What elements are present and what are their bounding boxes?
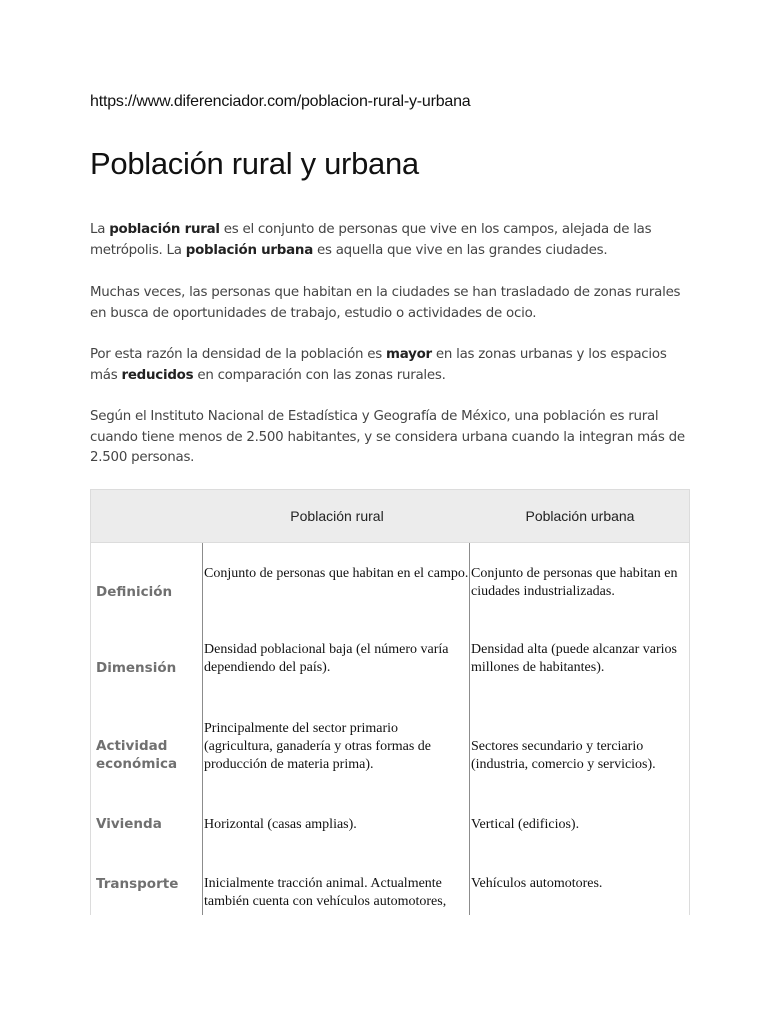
row-label-definicion: Definición (96, 584, 173, 600)
density-paragraph (90, 345, 690, 386)
intro-paragraph (90, 220, 690, 261)
row-label-dimension: Dimensión (96, 660, 177, 676)
table-header-row (91, 490, 689, 543)
bold-term: población rural (109, 222, 220, 237)
paragraph-text: es aquella que vive en las grandes ciudades. (312, 242, 608, 258)
paragraph-text: es el conjunto de personas que vive en los campos, alejada de las metrópolis. La (90, 222, 652, 258)
source-url[interactable]: https://www.diferenciador.com/poblacion-rural-y-urbana (90, 93, 471, 110)
header-poblacion-urbana: Población urbana (525, 508, 635, 524)
paragraph-text: en comparación con las zonas rurales. (193, 367, 446, 383)
bold-term: población urbana (185, 242, 313, 258)
row-label-vivienda: Vivienda (96, 816, 162, 832)
cell-vivienda-rural: Horizontal (casas amplias). (204, 817, 357, 832)
comparison-table (90, 489, 690, 915)
paragraph-text: Muchas veces, las personas que habitan en la ciudades se han trasladado de zonas rurales en busca de oportunidades de trabajo, estudio o actividades de ocio. (90, 285, 681, 321)
paragraph-text: La (90, 222, 110, 237)
paragraph-text: en las zonas urbanas y los espacios más (90, 347, 667, 383)
row-label-transporte: Transporte (96, 876, 179, 892)
bold-term: reducidos (121, 367, 194, 383)
cell-actividad-rural: Principalmente del sector primario (agricultura, ganadería y otras formas de producción de materia prima). (204, 721, 432, 772)
row-label-actividad-economica: Actividad económica (96, 738, 178, 772)
header-poblacion-rural: Población rural (290, 508, 384, 524)
column-divider (469, 543, 470, 915)
cell-transporte-rural: Inicialmente tracción animal. Actualmente también cuenta con vehículos automotores, (204, 876, 447, 909)
cell-dimension-urbana: Densidad alta (puede alcanzar varios millones de habitantes). (471, 642, 678, 675)
cell-transporte-urbana: Vehículos automotores. (471, 876, 603, 891)
cell-vivienda-urbana: Vertical (edificios). (471, 817, 580, 832)
page-title: Población rural y urbana (90, 146, 419, 181)
column-divider (202, 543, 203, 915)
cell-dimension-rural: Densidad poblacional baja (el número varía dependiendo del país). (204, 642, 449, 675)
paragraph-text: Por esta razón la densidad de la población es (90, 347, 387, 362)
cell-actividad-urbana: Sectores secundario y terciario (industria, comercio y servicios). (471, 739, 656, 772)
bold-term: mayor (386, 347, 432, 362)
migration-paragraph (90, 283, 690, 324)
cell-definicion-rural: Conjunto de personas que habitan en el campo. (204, 566, 469, 581)
cell-definicion-urbana: Conjunto de personas que habitan en ciudades industrializadas. (471, 566, 678, 599)
inegi-paragraph (90, 407, 690, 469)
paragraph-text: Según el Instituto Nacional de Estadística y Geografía de México, una población es rural cuando tiene menos de 2.500 habitantes, y se considera urbana cuando la integran más de 2.500 personas. (90, 409, 685, 465)
